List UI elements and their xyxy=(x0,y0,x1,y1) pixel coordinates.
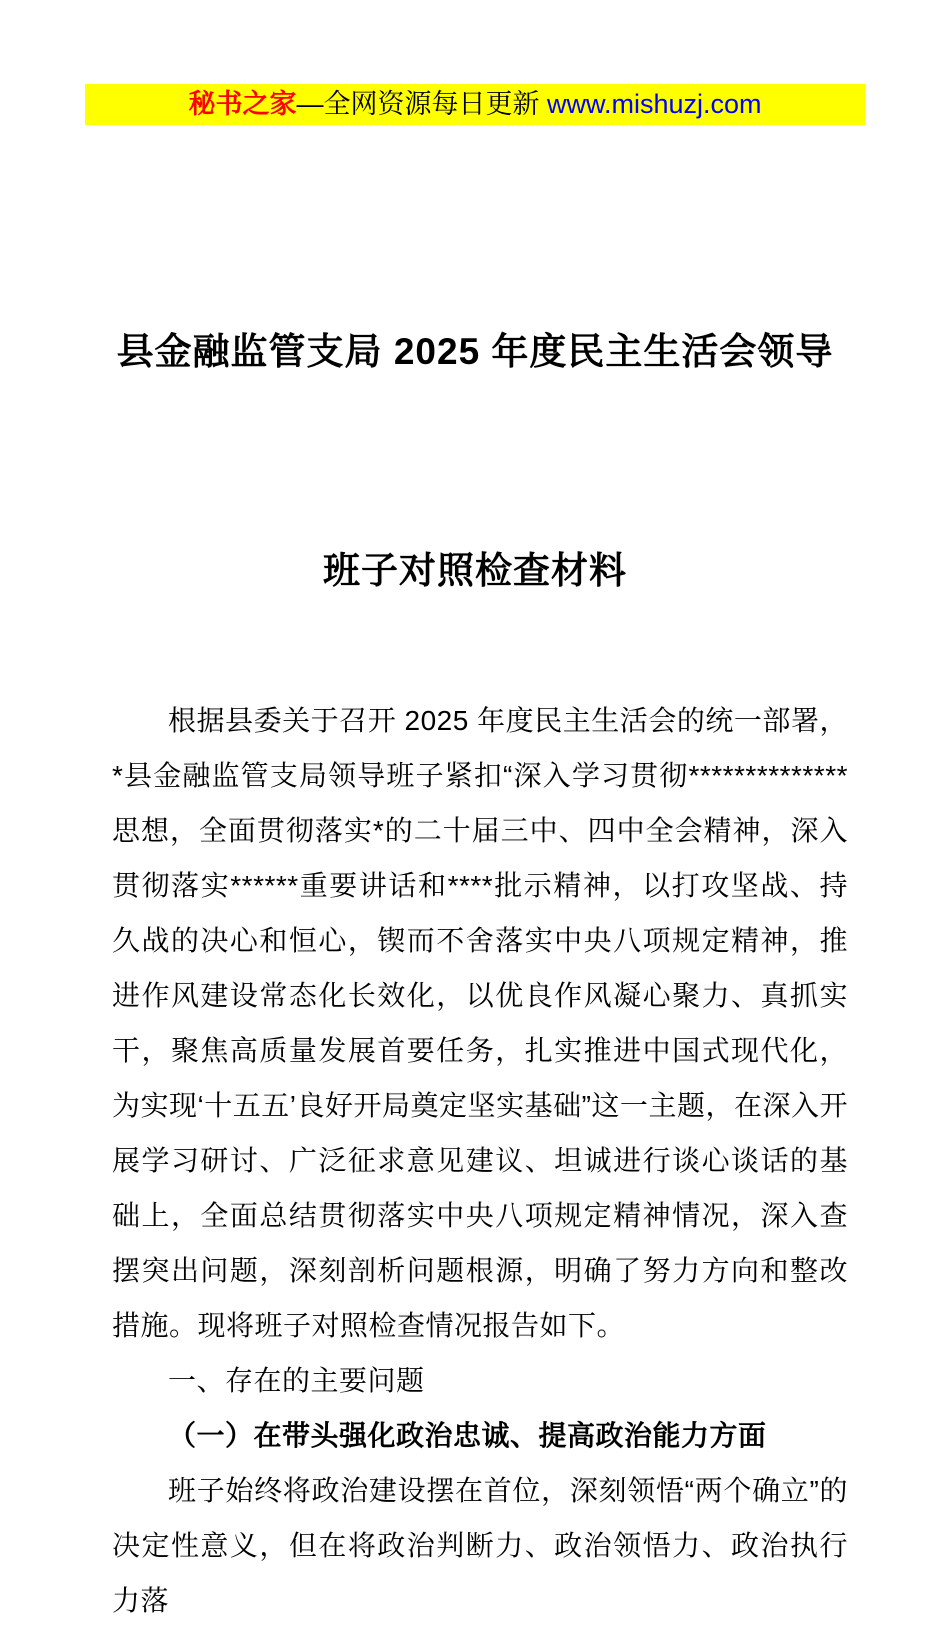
document-body xyxy=(0,693,950,1628)
section-heading-main-problems: 一、存在的主要问题 xyxy=(168,1365,425,1396)
document-title-line2: 班子对照检查材料 xyxy=(323,550,627,591)
sub-heading-political-loyalty: （一）在带头强化政治忠诚、提高政治能力方面 xyxy=(168,1420,767,1451)
document-title-line1: 县金融监管支局 2025 年度民主生活会领导 xyxy=(116,331,834,372)
intro-paragraph: 根据县委关于召开 2025 年度民主生活会的统一部署，*县金融监管支局领导班子紧扣“深入学习贯彻**************思想，全面贯彻落实*的二十届三中、四中全会精神，深入贯彻落实******重要讲话和****批示精神，以打攻坚战、持久战的决心和恒心，锲而不舍落实中央八项规定精神，推进作风建设常态化长效化，以优良作风凝心聚力、真抓实干，聚焦高质量发展首要任务，扎实推进中国式现代化，为实现‘十五五’良好开局奠定坚实基础”这一主题，在深入开展学习研讨、广泛征求意见建议、坦诚进行谈心谈话的基础上，全面总结贯彻落实中央八项规定精神情况，深入查摆突出问题，深刻剖析问题根源，明确了努力方向和整改措施。现将班子对照检查情况报告如下。 xyxy=(112,705,848,1341)
banner-tagline: —全网资源每日更新 xyxy=(296,89,547,119)
political-construction-paragraph: 班子始终将政治建设摆在首位，深刻领悟“两个确立”的决定性意义，但在将政治判断力、政治领悟力、政治执行力落 xyxy=(112,1475,848,1616)
document-page xyxy=(0,84,950,1616)
site-url-link[interactable]: www.mishuzj.com xyxy=(546,89,762,119)
document-title xyxy=(0,169,950,680)
site-banner xyxy=(85,84,865,125)
site-brand-name: 秘书之家 xyxy=(188,89,297,119)
